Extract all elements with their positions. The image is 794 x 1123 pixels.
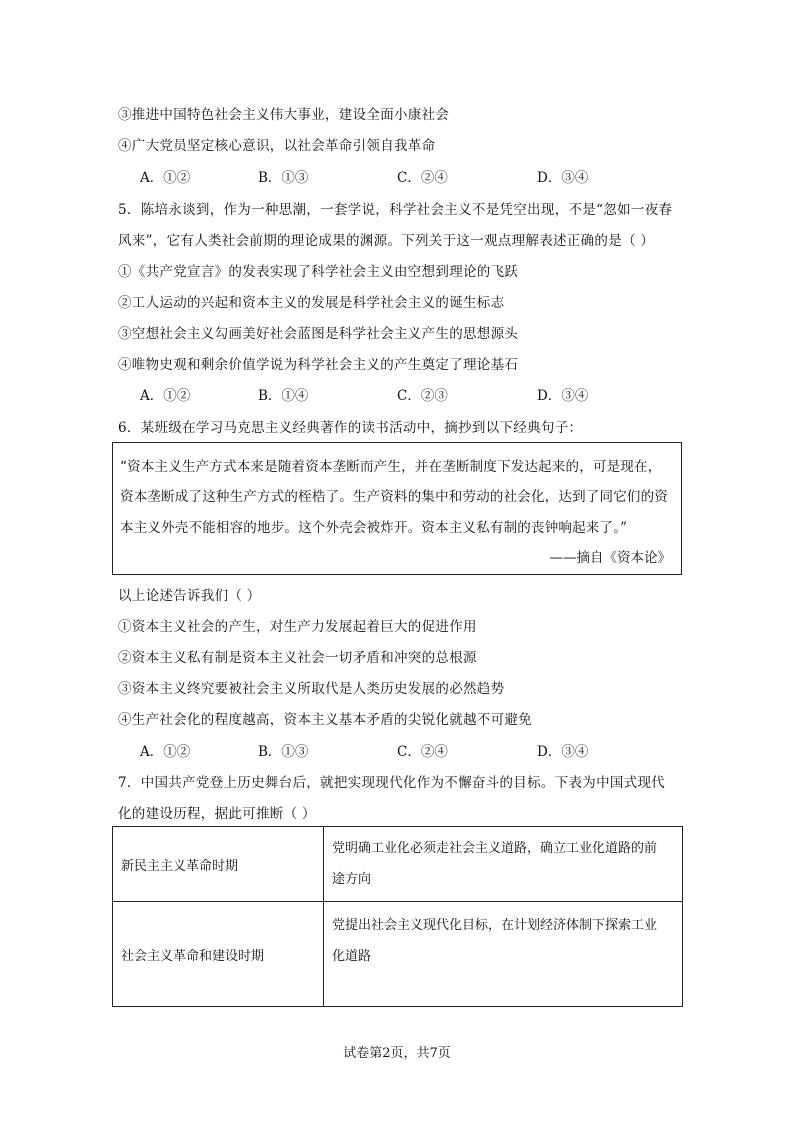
q5-item-2: ②工人运动的兴起和资本主义的发展是科学社会主义的诞生标志 [118,295,505,311]
q4-item-3: ③推进中国特色社会主义伟大事业，建设全面小康社会 [118,107,450,123]
q6-option-d[interactable]: D．③④ [537,744,589,760]
q5-item-3: ③空想社会主义勾画美好社会蓝图是科学社会主义产生的思想源头 [118,326,519,342]
q5-item-1: ①《共产党宣言》的发表实现了科学社会主义由空想到理论的飞跃 [118,264,519,280]
table-cell-content [324,902,683,1007]
q6-options [140,740,600,760]
q5-option-c[interactable]: C．②③ [397,388,448,404]
table-cell-content-line: 党明确工业化必须走社会主义道路，确立工业化道路的前 [332,841,658,856]
quote-line-1: “资本主义生产方式本来是随着资本垄断而产生，并在垄断制度下发达起来的，可是现在， [120,459,662,475]
q6-item-4: ④生产社会化的程度越高，资本主义基本矛盾的尖锐化就越不可避免 [118,712,532,728]
q6-option-b[interactable]: B．①③ [258,744,309,760]
q6-prompt: 以上论述告诉我们（ ） [118,588,261,604]
table-row [113,902,683,1007]
q6-option-c[interactable]: C．②④ [397,744,448,760]
q6-item-1: ①资本主义社会的产生，对生产力发展起着巨大的促进作用 [118,619,477,635]
table-cell-content-line: 途方向 [332,872,372,887]
quote-box [112,442,682,575]
q4-item-4: ④广大党员坚定核心意识，以社会革命引领自我革命 [118,138,436,154]
quote-source: ——摘自《资本论》 [549,550,671,566]
q6-item-2: ②资本主义私有制是资本主义社会一切矛盾和冲突的总根源 [118,650,477,666]
q7-stem-line-1: 7．中国共产党登上历史舞台后，就把实现现代化作为不懈奋斗的目标。下表为中国式现代 [118,775,666,791]
table-cell-period: 新民主主义革命时期 [113,827,324,902]
q5-option-b[interactable]: B．①④ [258,388,309,404]
history-table [112,826,683,1007]
q4-option-c[interactable]: C．②④ [397,170,448,186]
table-cell-content [324,827,683,902]
q5-options [140,384,600,404]
quote-line-2: 资本垄断成了这种生产方式的桎梏了。生产资料的集中和劳动的社会化，达到了同它们的资 [120,489,668,505]
q4-options [140,166,600,186]
q5-stem-line-1: 5．陈培永谈到，作为一种思潮，一套学说，科学社会主义不是凭空出现，不是“忽如一夜春 [118,202,673,218]
q7-stem-line-2: 化的建设历程，据此可推断（ ） [118,806,316,822]
q4-option-b[interactable]: B．①③ [258,170,309,186]
table-row [113,827,683,902]
page-footer: 试卷第2页，共7页 [343,1046,451,1061]
q6-item-3: ③资本主义终究要被社会主义所取代是人类历史发展的必然趋势 [118,681,505,697]
q4-option-a[interactable]: A．①② [140,170,191,186]
q5-option-a[interactable]: A．①② [140,388,191,404]
q5-item-4: ④唯物史观和剩余价值学说为科学社会主义的产生奠定了理论基石 [118,357,519,373]
table-cell-period: 社会主义革命和建设时期 [113,902,324,1007]
q5-option-d[interactable]: D．③④ [537,388,589,404]
quote-line-3: 本主义外壳不能相容的地步。这个外壳会被炸开。资本主义私有制的丧钟响起来了。” [120,520,628,536]
table-cell-content-line: 化道路 [332,949,372,964]
q6-stem: 6．某班级在学习马克思主义经典著作的读书活动中，摘抄到以下经典句子： [118,420,583,436]
table-cell-content-line: 党提出社会主义现代化目标，在计划经济体制下探索工业 [332,918,658,933]
q6-option-a[interactable]: A．①② [140,744,191,760]
q5-stem-line-2: 风来”，它有人类社会前期的理论成果的渊源。下列关于这一观点理解表述正确的是（ ） [118,233,655,249]
q4-option-d[interactable]: D．③④ [537,170,589,186]
